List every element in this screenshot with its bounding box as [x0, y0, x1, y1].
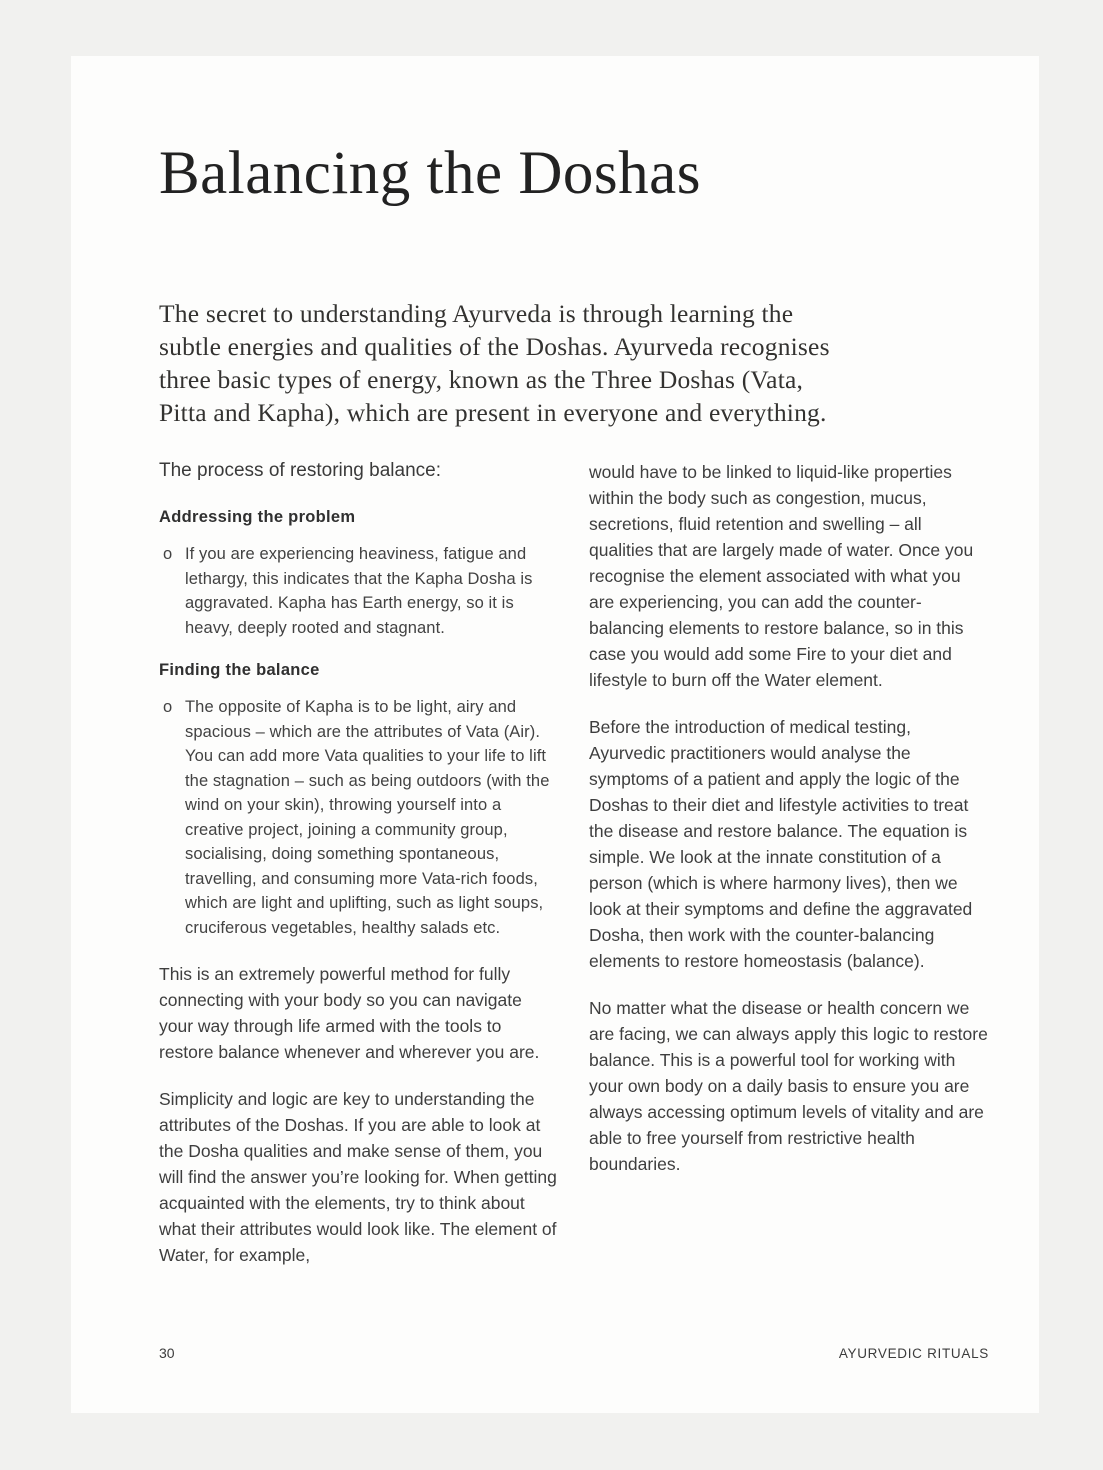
page-footer [159, 1345, 989, 1361]
body-paragraph: would have to be linked to liquid-like properties within the body such as congestion, mucus, secretions, fluid retention and swelling – all qualities that are largely made of water. Once you recognise the element associated with what you are experiencing, you can add the counter-balancing elements to restore balance, so in this case you would add some Fire to your diet and lifestyle to burn off the Water element. [589, 462, 974, 691]
section-heading: Addressing the problem [159, 508, 356, 527]
list-item [163, 695, 559, 940]
section-addressing-the-problem [159, 508, 559, 640]
body-paragraph: Before the introduction of medical testing, Ayurvedic practitioners would analyse the symptoms of a patient and apply the logic of the Doshas to their diet and lifestyle activities to treat the disease and restore balance. The equation is simple. We look at the innate constitution of a person (which is where harmony lives), then we look at their symptoms and define the aggravated Dosha, then work with the counter-balancing elements to restore homeostasis (balance). [589, 717, 973, 972]
bullet-text: The opposite of Kapha is to be light, airy and spacious – which are the attributes of Vata (Air). You can add more Vata qualities to your life to lift the stagnation – such as being outdoors (with the wind on your skin), throwing yourself into a creative project, joining a community group, socialising, doing something spontaneous, travelling, and consuming more Vata-rich foods, which are light and uplifting, such as light soups, cruciferous vegetables, healthy salads etc. [185, 698, 550, 937]
body-paragraph: This is an extremely powerful method for fully connecting with your body so you can navigate your way through life armed with the tools to restore balance whenever and wherever you are. [159, 964, 540, 1063]
lead-line: The process of restoring balance: [159, 460, 441, 482]
intro-paragraph: The secret to understanding Ayurveda is through learning the subtle energies and qualities of the Doshas. Ayurveda recognises three basic types of energy, known as the Three Doshas (Vata, Pitta and Kapha), which are present in everyone and everything. [159, 299, 830, 428]
bullet-text: If you are experiencing heaviness, fatigue and lethargy, this indicates that the Kapha Dosha is aggravated. Kapha has Earth energy, so it is heavy, deeply rooted and stagnant. [185, 545, 533, 637]
page-content [71, 56, 1039, 1413]
body-paragraph: Simplicity and logic are key to understanding the attributes of the Doshas. If you are able to look at the Dosha qualities and make sense of them, you will find the answer you’re looking for. When getting acquainted with the elements, try to think about what their attributes would look like. The element of Water, for example, [159, 1089, 557, 1266]
body-paragraph: No matter what the disease or health concern we are facing, we can always apply this logic to restore balance. This is a powerful tool for working with your own body on a daily basis to ensure you are always accessing optimum levels of vitality and are able to free yourself from restrictive health boundaries. [589, 998, 988, 1175]
page-number: 30 [159, 1345, 175, 1361]
two-column-layout [159, 459, 989, 1289]
running-head-book-title: AYURVEDIC RITUALS [838, 1346, 989, 1361]
right-column [589, 459, 989, 1289]
left-column [159, 459, 559, 1289]
section-finding-the-balance [159, 661, 559, 940]
list-item [163, 542, 559, 640]
page-title: Balancing the Doshas [159, 140, 701, 207]
book-page [71, 56, 1039, 1413]
section-heading: Finding the balance [159, 661, 320, 680]
bullet-marker: o [163, 698, 173, 717]
bullet-marker: o [163, 545, 173, 564]
